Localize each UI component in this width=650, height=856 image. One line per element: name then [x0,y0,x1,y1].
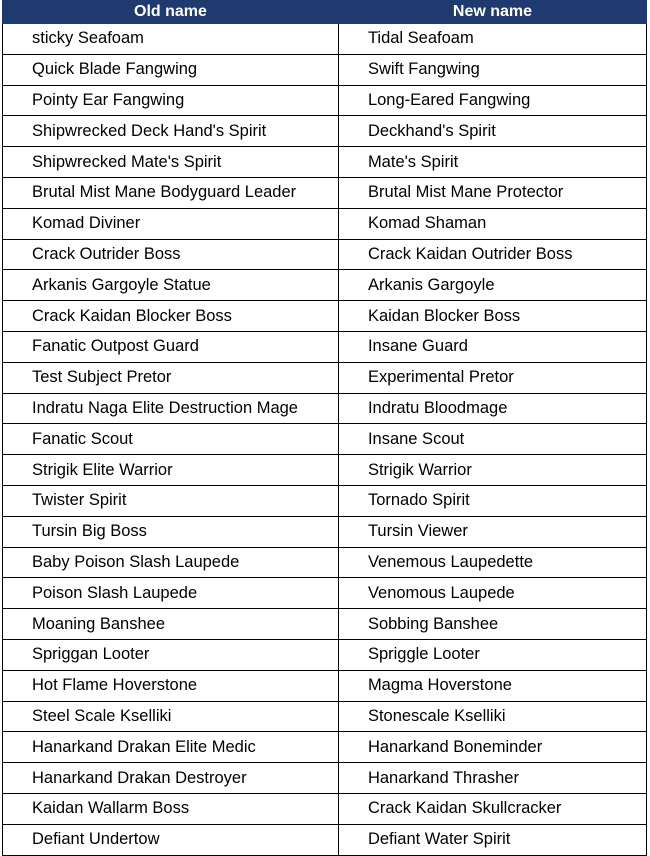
old-name-cell: Strigik Elite Warrior [3,455,339,486]
table-row [3,670,647,701]
new-name-cell: Mate's Spirit [338,147,646,178]
new-name-cell: Kaidan Blocker Boss [338,301,646,332]
new-name-cell: Experimental Pretor [338,362,646,393]
table-row [3,208,647,239]
table-row [3,701,647,732]
old-name-cell: Brutal Mist Mane Bodyguard Leader [3,177,339,208]
old-name-cell: Defiant Undertow [3,824,339,855]
table-row [3,763,647,794]
table-row [3,824,647,855]
table-row [3,516,647,547]
old-name-cell: Hanarkand Drakan Elite Medic [3,732,339,763]
table-row [3,147,647,178]
new-name-cell: Tornado Spirit [338,485,646,516]
old-name-cell: Quick Blade Fangwing [3,54,339,85]
old-name-cell: Tursin Big Boss [3,516,339,547]
old-name-cell: Komad Diviner [3,208,339,239]
old-name-cell: Indratu Naga Elite Destruction Mage [3,393,339,424]
new-name-cell: Insane Scout [338,424,646,455]
new-name-cell: Venemous Laupedette [338,547,646,578]
table-row [3,424,647,455]
old-name-cell: Moaning Banshee [3,609,339,640]
new-name-cell: Crack Kaidan Skullcracker [338,793,646,824]
table-row [3,54,647,85]
new-name-cell: Deckhand's Spirit [338,116,646,147]
new-name-cell: Defiant Water Spirit [338,824,646,855]
new-name-cell: Magma Hoverstone [338,670,646,701]
table-row [3,362,647,393]
new-name-cell: Hanarkand Boneminder [338,732,646,763]
new-name-cell: Crack Kaidan Outrider Boss [338,239,646,270]
new-name-cell: Komad Shaman [338,208,646,239]
old-name-cell: Hanarkand Drakan Destroyer [3,763,339,794]
header-row [3,1,647,24]
old-name-cell: Twister Spirit [3,485,339,516]
table-row [3,455,647,486]
old-name-cell: Baby Poison Slash Laupede [3,547,339,578]
table-row [3,732,647,763]
new-name-cell: Insane Guard [338,331,646,362]
table-row [3,239,647,270]
new-name-cell: Tursin Viewer [338,516,646,547]
table-row [3,485,647,516]
old-name-cell: Arkanis Gargoyle Statue [3,270,339,301]
table-row [3,85,647,116]
new-name-cell: Strigik Warrior [338,455,646,486]
new-name-cell: Stonescale Kselliki [338,701,646,732]
old-name-cell: Fanatic Outpost Guard [3,331,339,362]
new-name-cell: Venomous Laupede [338,578,646,609]
table-row [3,301,647,332]
table-row [3,24,647,55]
table-row [3,116,647,147]
table-row [3,331,647,362]
old-name-cell: Test Subject Pretor [3,362,339,393]
new-name-cell: Brutal Mist Mane Protector [338,177,646,208]
old-name-cell: Hot Flame Hoverstone [3,670,339,701]
old-name-cell: Fanatic Scout [3,424,339,455]
new-name-cell: Spriggle Looter [338,639,646,670]
table-body [3,24,647,856]
old-name-cell: Kaidan Wallarm Boss [3,793,339,824]
table-row [3,393,647,424]
new-name-cell: Indratu Bloodmage [338,393,646,424]
old-name-cell: Crack Kaidan Blocker Boss [3,301,339,332]
old-name-cell: Shipwrecked Deck Hand's Spirit [3,116,339,147]
table-row [3,177,647,208]
old-name-cell: Crack Outrider Boss [3,239,339,270]
old-name-cell: Steel Scale Kselliki [3,701,339,732]
old-name-cell: Poison Slash Laupede [3,578,339,609]
new-name-cell: Arkanis Gargoyle [338,270,646,301]
new-name-cell: Tidal Seafoam [338,24,646,55]
table-row [3,609,647,640]
table-row [3,270,647,301]
old-name-cell: Pointy Ear Fangwing [3,85,339,116]
old-name-cell: sticky Seafoam [3,24,339,55]
header-new-name: New name [338,1,646,24]
table-row [3,639,647,670]
new-name-cell: Long-Eared Fangwing [338,85,646,116]
new-name-cell: Swift Fangwing [338,54,646,85]
table-row [3,793,647,824]
table-row [3,578,647,609]
header-old-name: Old name [3,1,339,24]
rename-table [2,0,647,856]
old-name-cell: Shipwrecked Mate's Spirit [3,147,339,178]
old-name-cell: Spriggan Looter [3,639,339,670]
table-row [3,547,647,578]
new-name-cell: Hanarkand Thrasher [338,763,646,794]
new-name-cell: Sobbing Banshee [338,609,646,640]
